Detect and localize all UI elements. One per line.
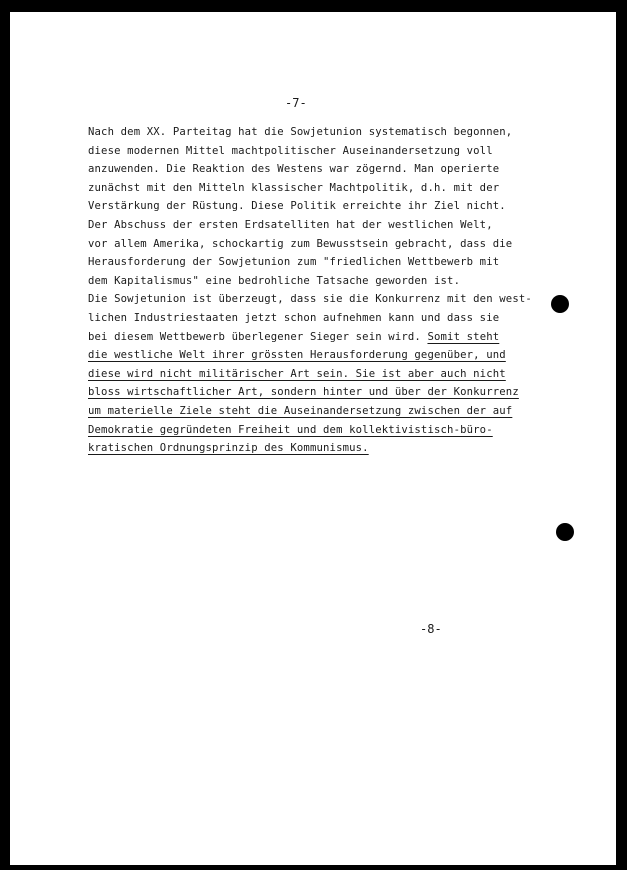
underlined-text: Somit steht (427, 330, 500, 343)
text-line (88, 253, 532, 272)
text-line (88, 197, 532, 216)
line-text: vor allem Amerika, schockartig zum Bewusstsein gebracht, dass die (88, 237, 513, 250)
underlined-text: bloss wirtschaftlicher Art, sondern hinter und über der Konkurrenz (88, 386, 519, 399)
page-number: -7- (285, 96, 307, 110)
underlined-text: um materielle Ziele steht die Auseinandersetzung zwischen der auf (88, 404, 513, 417)
punch-hole-mark (556, 523, 574, 541)
underlined-text: kratischen Ordnungsprinzip des Kommunismus. (88, 442, 369, 455)
punch-hole-mark (551, 295, 569, 313)
line-text: anzuwenden. Die Reaktion des Westens war zögernd. Man operierte (88, 163, 500, 176)
body-text (88, 123, 532, 458)
line-text: dem Kapitalismus" eine bedrohliche Tatsache geworden ist. (88, 274, 461, 287)
line-text: lichen Industriestaaten jetzt schon aufnehmen kann und dass sie (88, 311, 500, 324)
line-text: zunächst mit den Mitteln klassischer Machtpolitik, d.h. mit der (88, 181, 500, 194)
text-line (88, 123, 532, 142)
text-line (88, 272, 532, 291)
line-text: Nach dem XX. Parteitag hat die Sowjetunion systematisch begonnen, (88, 126, 513, 138)
text-line (88, 290, 532, 309)
text-line (88, 235, 532, 254)
line-text: Herausforderung der Sowjetunion zum "friedlichen Wettbewerb mit (88, 256, 500, 269)
document-page (10, 12, 616, 865)
text-line (88, 142, 532, 161)
line-text: diese modernen Mittel machtpolitischer Auseinandersetzung voll (88, 144, 493, 157)
text-line (88, 216, 532, 235)
text-line (88, 346, 532, 365)
text-line (88, 402, 532, 421)
text-line (88, 328, 532, 347)
underlined-text: die westliche Welt ihrer grössten Herausforderung gegenüber, und (88, 349, 506, 362)
line-text: Verstärkung der Rüstung. Diese Politik erreichte ihr Ziel nicht. (88, 200, 506, 213)
text-line (88, 421, 532, 440)
scan-edge-mark (0, 17, 3, 29)
text-line (88, 365, 532, 384)
underlined-text: diese wird nicht militärischer Art sein. Sie ist aber auch nicht (88, 367, 506, 380)
text-line (88, 439, 532, 458)
text-line (88, 383, 532, 402)
next-page-marker: -8- (420, 622, 442, 636)
text-line (88, 160, 532, 179)
text-line (88, 179, 532, 198)
line-text: Die Sowjetunion ist überzeugt, dass sie die Konkurrenz mit den west- (88, 293, 532, 306)
line-text: bei diesem Wettbewerb überlegener Sieger sein wird. (88, 330, 428, 343)
text-line (88, 309, 532, 328)
line-text: Der Abschuss der ersten Erdsatelliten hat der westlichen Welt, (88, 218, 493, 231)
underlined-text: Demokratie gegründeten Freiheit und dem kollektivistisch-büro- (88, 423, 493, 436)
